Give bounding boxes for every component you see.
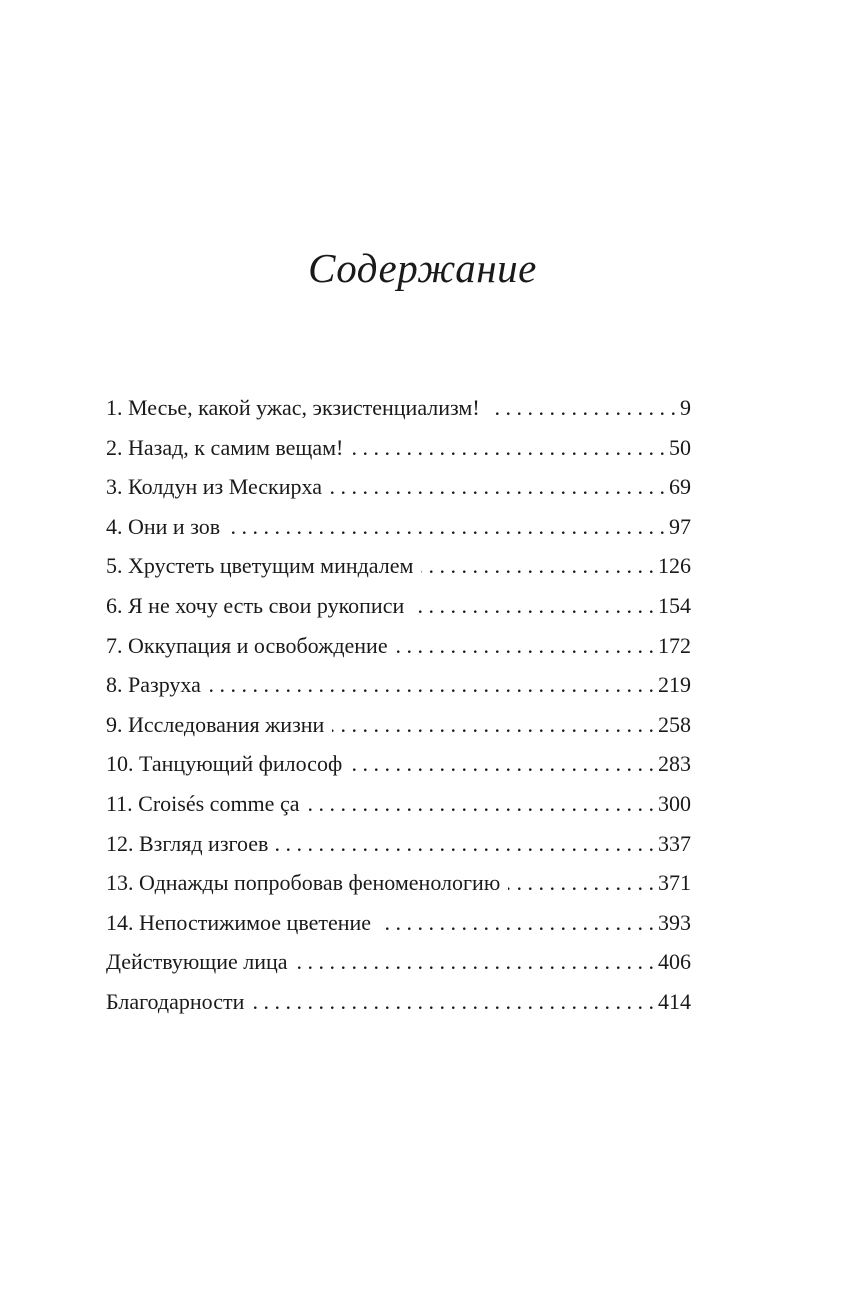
toc-entry-page: 337 (658, 830, 691, 856)
toc-entry-title: 10. Танцующий философ (106, 751, 343, 777)
toc-entry-page: 258 (658, 711, 691, 737)
dot-leader (276, 828, 658, 860)
toc-entry[interactable] (106, 669, 691, 709)
toc-entry[interactable] (106, 511, 691, 551)
toc-entry[interactable] (106, 432, 691, 472)
toc-entry-title: Действующие лица (106, 949, 288, 975)
dot-leader (379, 907, 658, 939)
toc-entry-title: 12. Взгляд изгоев (106, 830, 269, 856)
toc-entry-page: 393 (658, 909, 691, 935)
toc-entry-title: 3. Колдун из Мескирха (106, 474, 322, 500)
dot-leader (396, 630, 658, 662)
dot-leader (412, 590, 658, 622)
toc-entry-page: 97 (669, 513, 691, 539)
dot-leader (508, 867, 658, 899)
toc-entry-title: 6. Я не хочу есть свои рукописи (106, 592, 405, 618)
toc-entry-title: 13. Однажды попробовав феноменологию (106, 870, 501, 896)
dot-leader (209, 669, 658, 701)
toc-entry[interactable] (106, 946, 691, 986)
toc-entry-title: 5. Хрустеть цветущим миндалем (106, 553, 414, 579)
toc-entry-title: 1. Месье, какой ужас, экзистенциализм! (106, 395, 480, 420)
toc-entry-page: 154 (658, 592, 691, 618)
toc-entry[interactable] (106, 907, 691, 947)
toc-entry-page: 371 (658, 870, 691, 896)
toc-entry-page: 406 (658, 949, 691, 975)
toc-entry[interactable] (106, 392, 691, 432)
toc-entry-page: 414 (658, 988, 691, 1014)
toc-entry-page: 300 (658, 790, 691, 816)
toc-entry-page: 50 (669, 434, 691, 460)
toc-entry-page: 172 (658, 632, 691, 658)
toc-entry-page: 126 (658, 553, 691, 579)
toc-entry-title: 9. Исследования жизни (106, 711, 325, 737)
table-of-contents (106, 392, 691, 1026)
toc-entry-title: Благодарности (106, 988, 245, 1014)
toc-entry-page: 9 (680, 395, 691, 420)
toc-entry-title: 7. Оккупация и освобождение (106, 632, 388, 658)
toc-entry-page: 69 (669, 474, 691, 500)
toc-entry-title: 14. Непостижимое цветение (106, 909, 372, 935)
dot-leader (421, 550, 658, 582)
toc-entry-page: 219 (658, 672, 691, 698)
dot-leader (307, 788, 658, 820)
dot-leader (332, 709, 658, 741)
toc-entry[interactable] (106, 788, 691, 828)
toc-entry[interactable] (106, 471, 691, 511)
dot-leader (330, 471, 669, 503)
dot-leader (228, 511, 669, 543)
toc-entry[interactable] (106, 828, 691, 868)
dot-leader (488, 392, 680, 424)
dot-leader (351, 432, 669, 464)
toc-entry-title: 11. Croisés comme ça (106, 790, 300, 816)
toc-entry-title: 8. Разруха (106, 672, 201, 698)
dot-leader (296, 946, 658, 978)
toc-entry[interactable] (106, 709, 691, 749)
toc-entry-title: 4. Они и зов (106, 513, 221, 539)
page-title: Содержание (308, 245, 537, 291)
dot-leader (252, 986, 658, 1018)
toc-entry-title: 2. Назад, к самим вещам! (106, 434, 344, 460)
toc-entry[interactable] (106, 590, 691, 630)
toc-entry[interactable] (106, 867, 691, 907)
toc-entry[interactable] (106, 748, 691, 788)
toc-entry[interactable] (106, 550, 691, 590)
toc-entry[interactable] (106, 986, 691, 1026)
toc-entry[interactable] (106, 630, 691, 670)
dot-leader (350, 748, 658, 780)
toc-entry-page: 283 (658, 751, 691, 777)
